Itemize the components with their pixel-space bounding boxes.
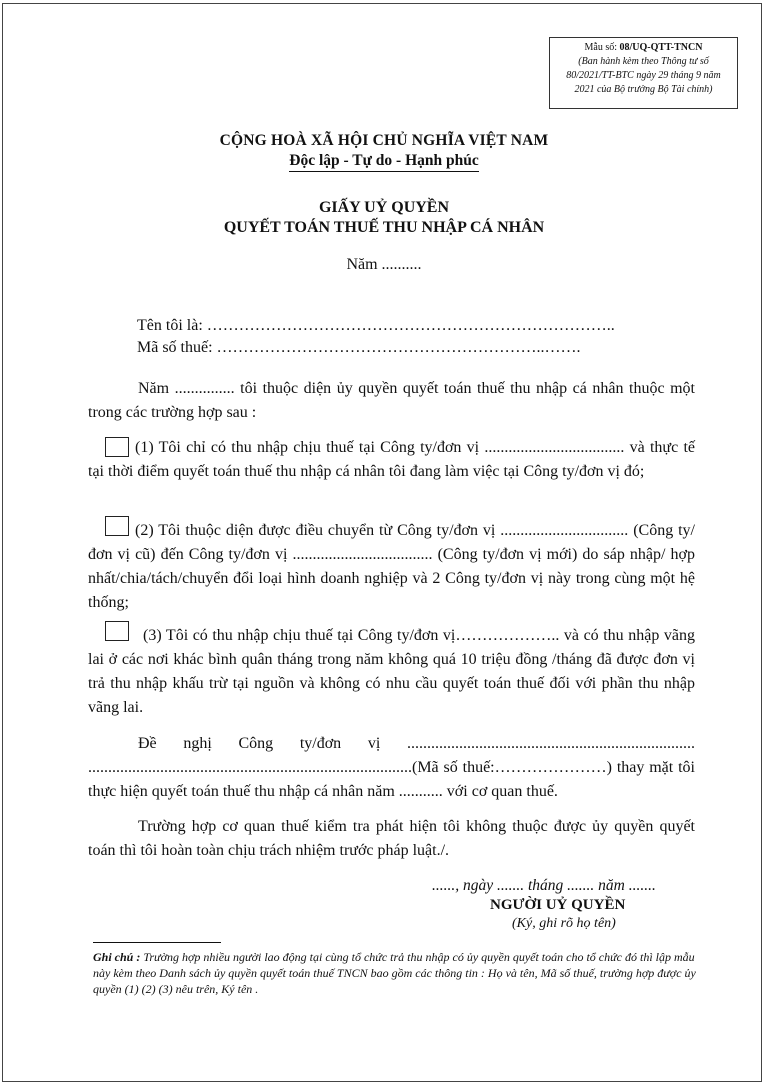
request-paragraph: Đề nghị Công ty/đơn vị ........................................................................ .................................................................................(Mã số thuế:…………………) thay mặt tôi thực hiện quyết toán thuế thu nhập cá nhân năm ........... với cơ quan thuế. bbox=[88, 735, 695, 800]
form-number-box bbox=[549, 37, 738, 109]
case-3-text: (3) Tôi có thu nhập chịu thuế tại Công ty/đơn vị……………….. và có thu nhập vãng lai ở các nơi khác bình quân tháng trong năm không quá 10 triệu đồng /tháng đã được đơn vị trả thu nhập khấu trừ tại nguồn và không có nhu cầu quyết toán thuế đối với phần thu nhập vãng lai. bbox=[88, 627, 695, 716]
commitment-paragraph: Trường hợp cơ quan thuế kiểm tra phát hiện tôi không thuộc được ủy quyền quyết toán thì tôi hoàn toàn chịu trách nhiệm trước pháp luật./. bbox=[88, 818, 695, 859]
case-2-text: (2) Tôi thuộc diện được điều chuyển từ Công ty/đơn vị ................................ (Công ty/đơn vị cũ) đến Công ty/đơn vị ................................... (Công ty/đơn vị mới) do sáp nhập/ hợp nhất/chia/tách/chuyển đổi loại hình doanh nghiệp và 2 Công ty/đơn vị này trong cùng một hệ thống; bbox=[88, 522, 695, 611]
document-subtitle: QUYẾT TOÁN THUẾ THU NHẬP CÁ NHÂN bbox=[223, 219, 545, 236]
tax-code-field: Mã số thuế: ……………………………………………………..……. bbox=[137, 339, 581, 356]
form-note-line-2: 80/2021/TT-BTC ngày 29 tháng 9 năm bbox=[566, 70, 721, 81]
form-code-line bbox=[550, 41, 737, 55]
form-code: 08/UQ-QTT-TNCN bbox=[619, 42, 703, 53]
case-1-text: (1) Tôi chỉ có thu nhập chịu thuế tại Công ty/đơn vị ................................... và thực tế tại thời điểm quyết toán thuế thu nhập cá nhân tôi đang làm việc tại Công ty/đơn vị đó; bbox=[88, 439, 695, 480]
signature-instruction: (Ký, ghi rõ họ tên) bbox=[512, 916, 616, 931]
signer-title: NGƯỜI UỶ QUYỀN bbox=[490, 897, 626, 913]
footnote bbox=[93, 949, 697, 997]
motto-line bbox=[0, 152, 768, 170]
footnote-divider bbox=[93, 942, 221, 943]
intro-paragraph: Năm ............... tôi thuộc diện ủy quyền quyết toán thuế thu nhập cá nhân thuộc một trong các trường hợp sau : bbox=[88, 380, 695, 421]
footnote-label: Ghi chú : bbox=[93, 950, 141, 964]
motto: Độc lập - Tự do - Hạnh phúc bbox=[289, 152, 478, 172]
national-title: CỘNG HOÀ XÃ HỘI CHỦ NGHĨA VIỆT NAM bbox=[219, 132, 549, 149]
form-code-label: Mẫu số: bbox=[584, 42, 617, 53]
footnote-text: Trường hợp nhiều người lao động tại cùng tổ chức trả thu nhập có ủy quyền quyết toán cho tổ chức đó thì lập mẫu này kèm theo Danh sách ủy quyền quyết toán thuế TNCN bao gồm các thông tin : Họ và tên, Mã số thuế, trường hợp được ủy quyền (1) (2) (3) nêu trên, Ký tên . bbox=[93, 950, 696, 996]
form-note-line-1: (Ban hành kèm theo Thông tư số bbox=[578, 56, 709, 67]
document-title: GIẤY UỶ QUYỀN bbox=[318, 199, 450, 216]
signature-date: ......, ngày ....... tháng ....... năm ....... bbox=[432, 877, 656, 894]
name-field: Tên tôi là: ………………………………………………………………….. bbox=[137, 317, 615, 334]
year-line: Năm .......... bbox=[346, 256, 422, 273]
form-note-line-3: 2021 của Bộ trưởng Bộ Tài chính) bbox=[574, 84, 713, 95]
